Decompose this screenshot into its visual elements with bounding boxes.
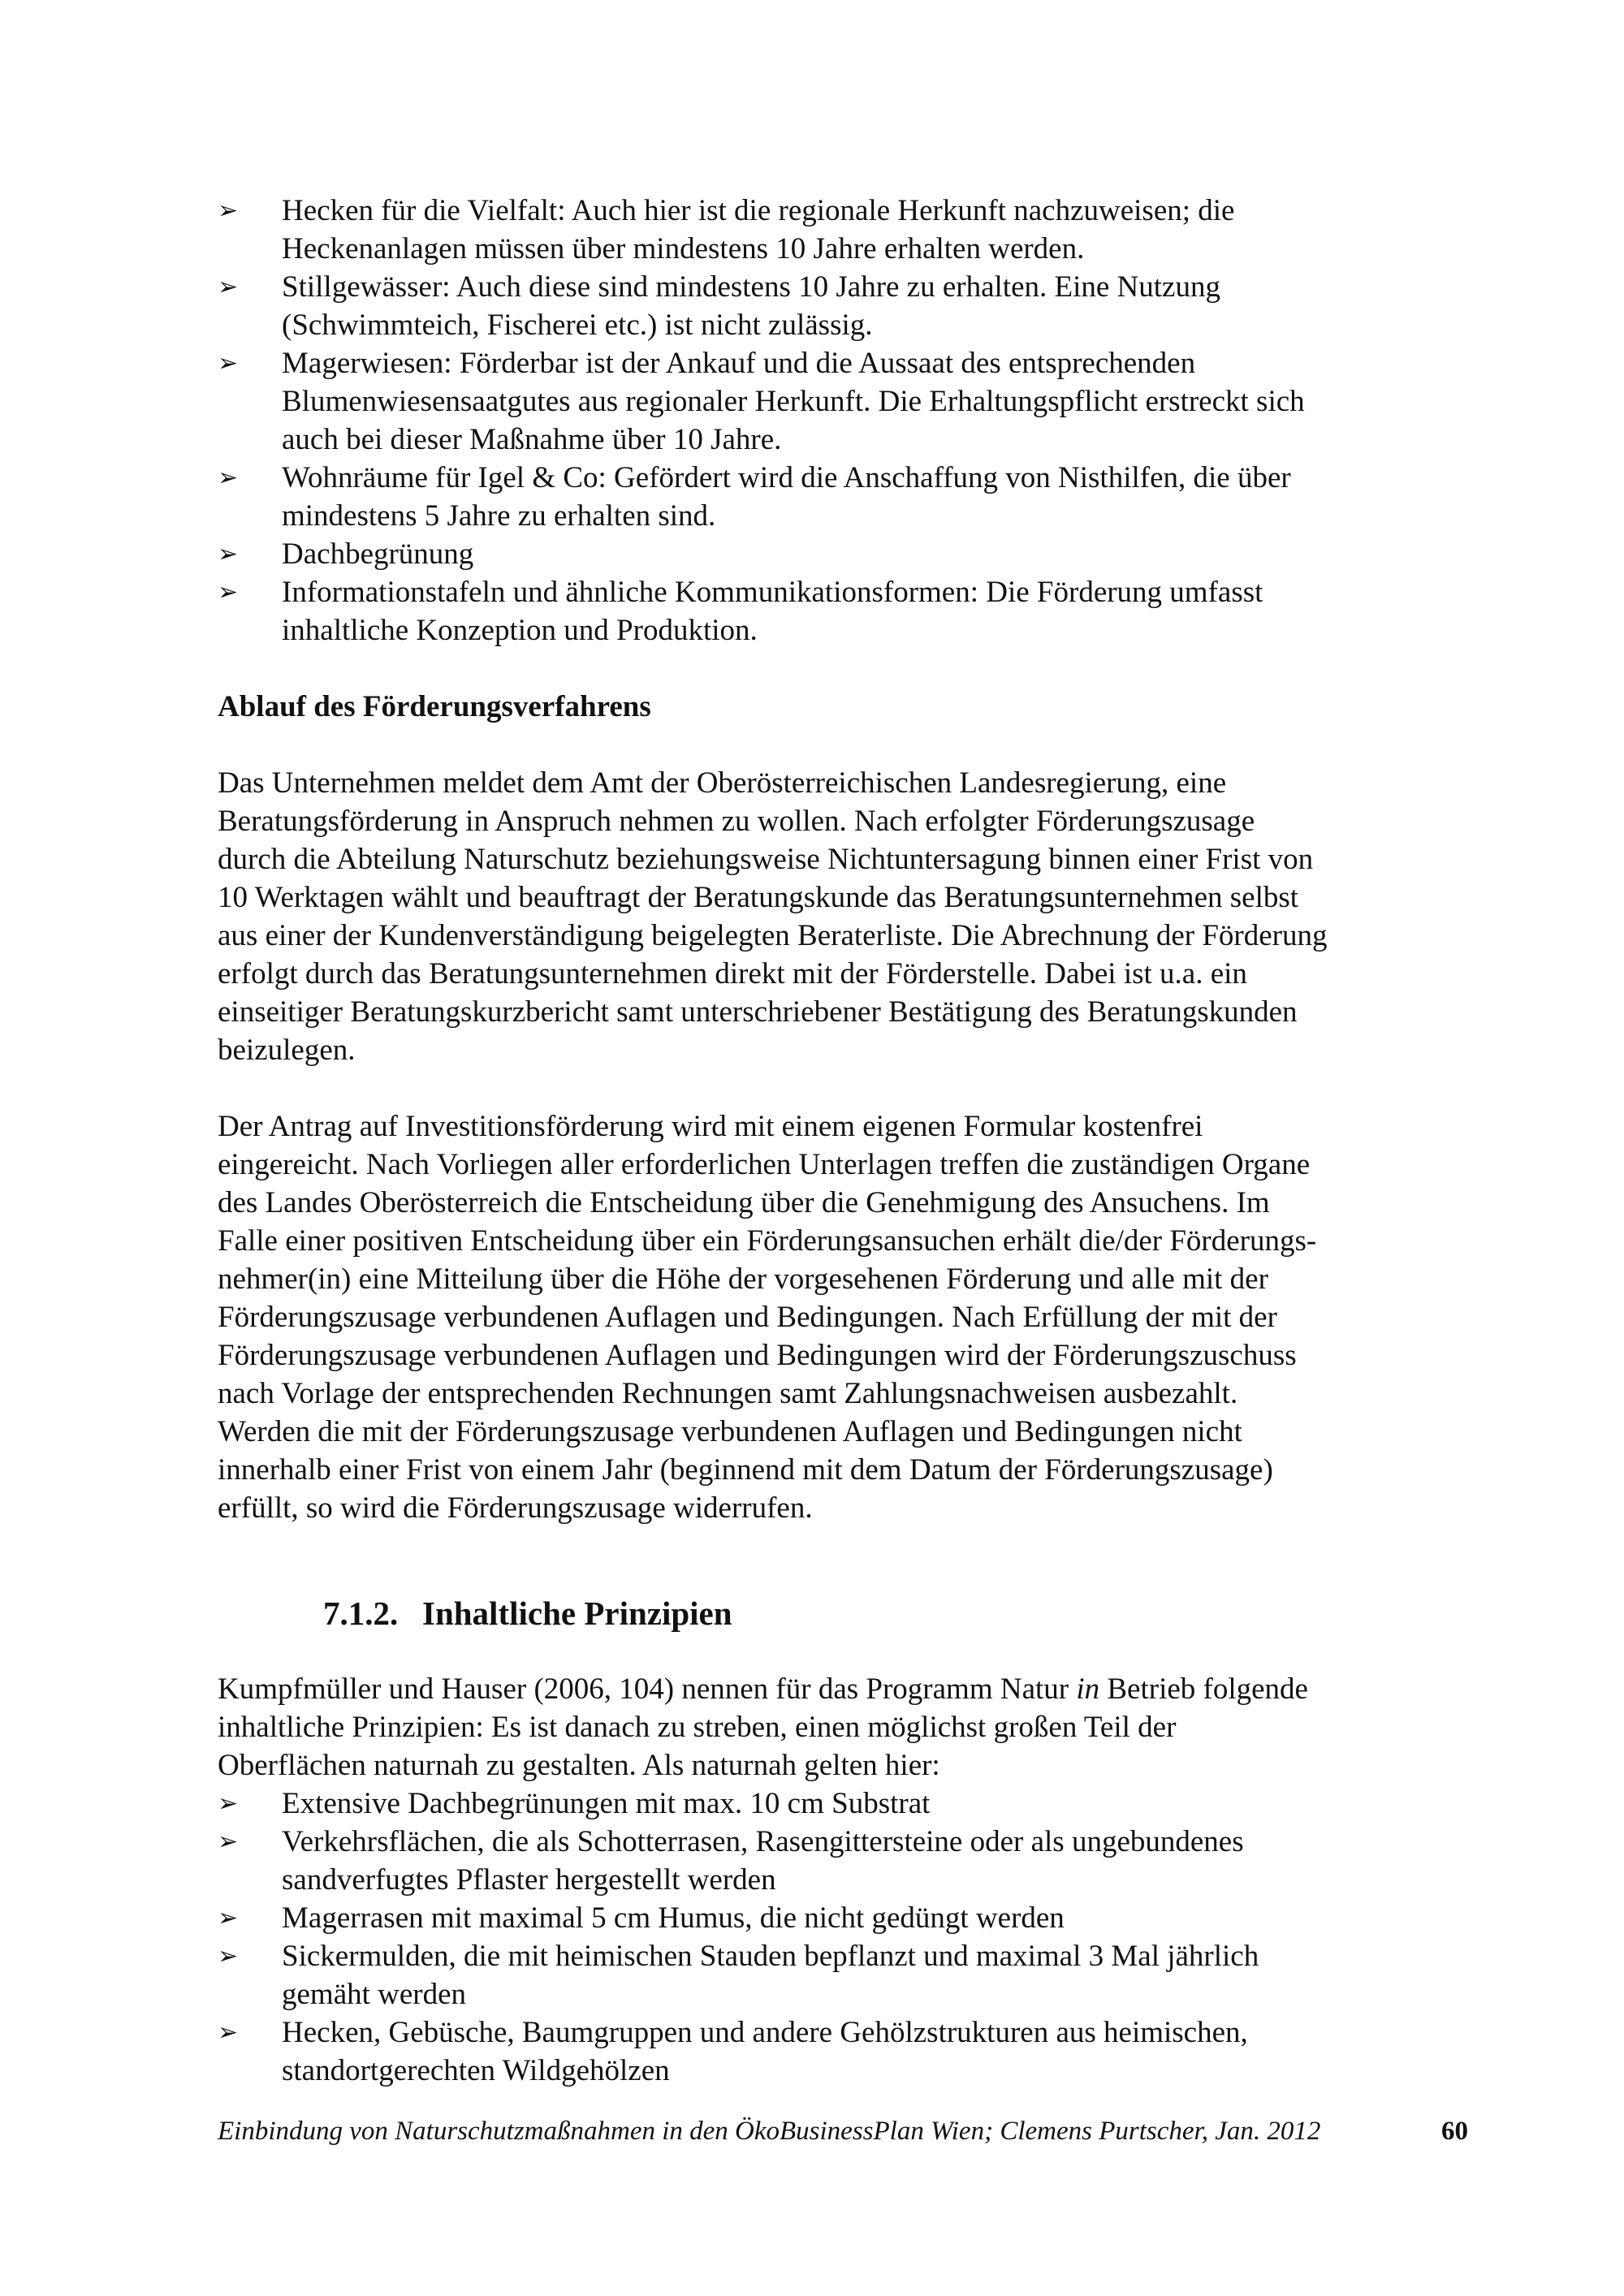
list-item: ➢ Hecken, Gebüsche, Baumgruppen und andere Gehölzstrukturen aus heimischen, standortgerechten Wildgehölzen [218,2013,1413,2090]
arrow-bullet-icon: ➢ [218,540,239,568]
list-item: ➢ Verkehrsflächen, die als Schotterrasen, Rasengittersteine oder als ungebundenes sandverfugtes Pflaster hergestellt werden [218,1823,1413,1899]
subheading-ablauf: Ablauf des Förderungsverfahrens [218,690,651,723]
list-item: ➢ Sickermulden, die mit heimischen Stauden bepflanzt und maximal 3 Mal jährlich gemäht werden [218,1937,1413,2013]
paragraph-beratungsfoerderung: Das Unternehmen meldet dem Amt der Oberösterreichischen Landesregierung, eine Beratungsförderung in Anspruch nehmen zu wollen. Nach erfolgter Förderungszusage durch die Abteilung Naturschutz beziehungsweise Nichtuntersagung binnen einer Frist von 10 Werktagen wählt und beauftragt der Beratungskunde das Beratungsunternehmen selbst aus einer der Kundenverständigung beigelegten Beraterliste. Die Abrechnung der Förderung erfolgt durch das Beratungsunternehmen direkt mit der Förderstelle. Dabei ist u.a. ein einseitiger Beratungskurzbericht samt unterschriebener Bestätigung des Beratungskunden beizulegen. [218,766,1328,1067]
list-item: ➢ Dachbegrünung [218,535,1413,573]
list-item: ➢ Wohnräume für Igel & Co: Gefördert wird die Anschaffung von Nisthilfen, die über mindestens 5 Jahre zu erhalten sind. [218,459,1413,535]
list-item: ➢ Magerwiesen: Förderbar ist der Ankauf und die Aussaat des entsprechenden Blumenwiesensaatgutes aus regionaler Herkunft. Die Erhaltungspflicht erstreckt sich auch bei dieser Maßnahme über 10 Jahre. [218,344,1413,459]
arrow-bullet-icon: ➢ [218,578,239,606]
paragraph-investitionsfoerderung: Der Antrag auf Investitionsförderung wird mit einem eigenen Formular kostenfrei eingereicht. Nach Vorliegen aller erforderlichen Unterlagen treffen die zuständigen Organe des Landes Oberösterreich die Entscheidung über die Genehmigung des Ansuchens. Im Falle einer positiven Entscheidung über ein Förderungsansuchen erhält die/der Förderungs- nehmer(in) eine Mitteilung über die Höhe der vorgesehenen Förderung und alle mit der Förderungszusage verbundenen Auflagen und Bedingungen. Nach Erfüllung der mit der Förderungszusage verbundenen Auflagen und Bedingungen wird der Förderungszuschuss nach Vorlage der entsprechenden Rechnungen samt Zahlungsnachweisen ausbezahlt. Werden die mit der Förderungszusage verbundenen Auflagen und Bedingungen nicht innerhalb einer Frist von einem Jahr (beginnend mit dem Datum der Förderungszusage) erfüllt, so wird die Förderungszusage widerrufen. [218,1110,1317,1525]
list-item: ➢ Informationstafeln und ähnliche Kommunikationsformen: Die Förderung umfasst inhaltliche Konzeption und Produktion. [218,573,1413,650]
bullet-list-bottom [218,1785,1413,2090]
page-number: 60 [1441,2117,1468,2146]
section-heading [218,1590,1413,1636]
arrow-bullet-icon: ➢ [218,196,239,225]
arrow-bullet-icon: ➢ [218,1904,239,1932]
arrow-bullet-icon: ➢ [218,464,239,492]
list-item: ➢ Stillgewässer: Auch diese sind mindestens 10 Jahre zu erhalten. Eine Nutzung (Schwimmteich, Fischerei etc.) ist nicht zulässig. [218,268,1413,344]
arrow-bullet-icon: ➢ [218,349,239,378]
arrow-bullet-icon: ➢ [218,1789,239,1818]
page-content [218,192,1413,2090]
arrow-bullet-icon: ➢ [218,1942,239,1970]
bullet-list-top [218,192,1413,650]
arrow-bullet-icon: ➢ [218,2018,239,2047]
footer-text: Einbindung von Naturschutzmaßnahmen in den ÖkoBusinessPlan Wien; Clemens Purtscher, Jan. 2012 [218,2117,1321,2146]
page-footer [218,2115,1468,2147]
list-item: ➢ Magerrasen mit maximal 5 cm Humus, die nicht gedüngt werden [218,1899,1413,1937]
section-number: 7.1.2. [323,1595,399,1632]
list-item: ➢ Hecken für die Vielfalt: Auch hier ist die regionale Herkunft nachzuweisen; die Heckenanlagen müssen über mindestens 10 Jahre erhalten werden. [218,192,1413,268]
paragraph-prinzipien: Kumpfmüller und Hauser (2006, 104) nennen für das Programm Natur in Betrieb folgende inhaltliche Prinzipien: Es ist danach zu streben, einen möglichst großen Teil der Oberflächen naturnah zu gestalten. Als naturnah gelten hier: [218,1672,1308,1782]
arrow-bullet-icon: ➢ [218,273,239,301]
list-item: ➢ Extensive Dachbegrünungen mit max. 10 cm Substrat [218,1785,1413,1823]
arrow-bullet-icon: ➢ [218,1828,239,1856]
section-title: Inhaltliche Prinzipien [422,1595,732,1632]
